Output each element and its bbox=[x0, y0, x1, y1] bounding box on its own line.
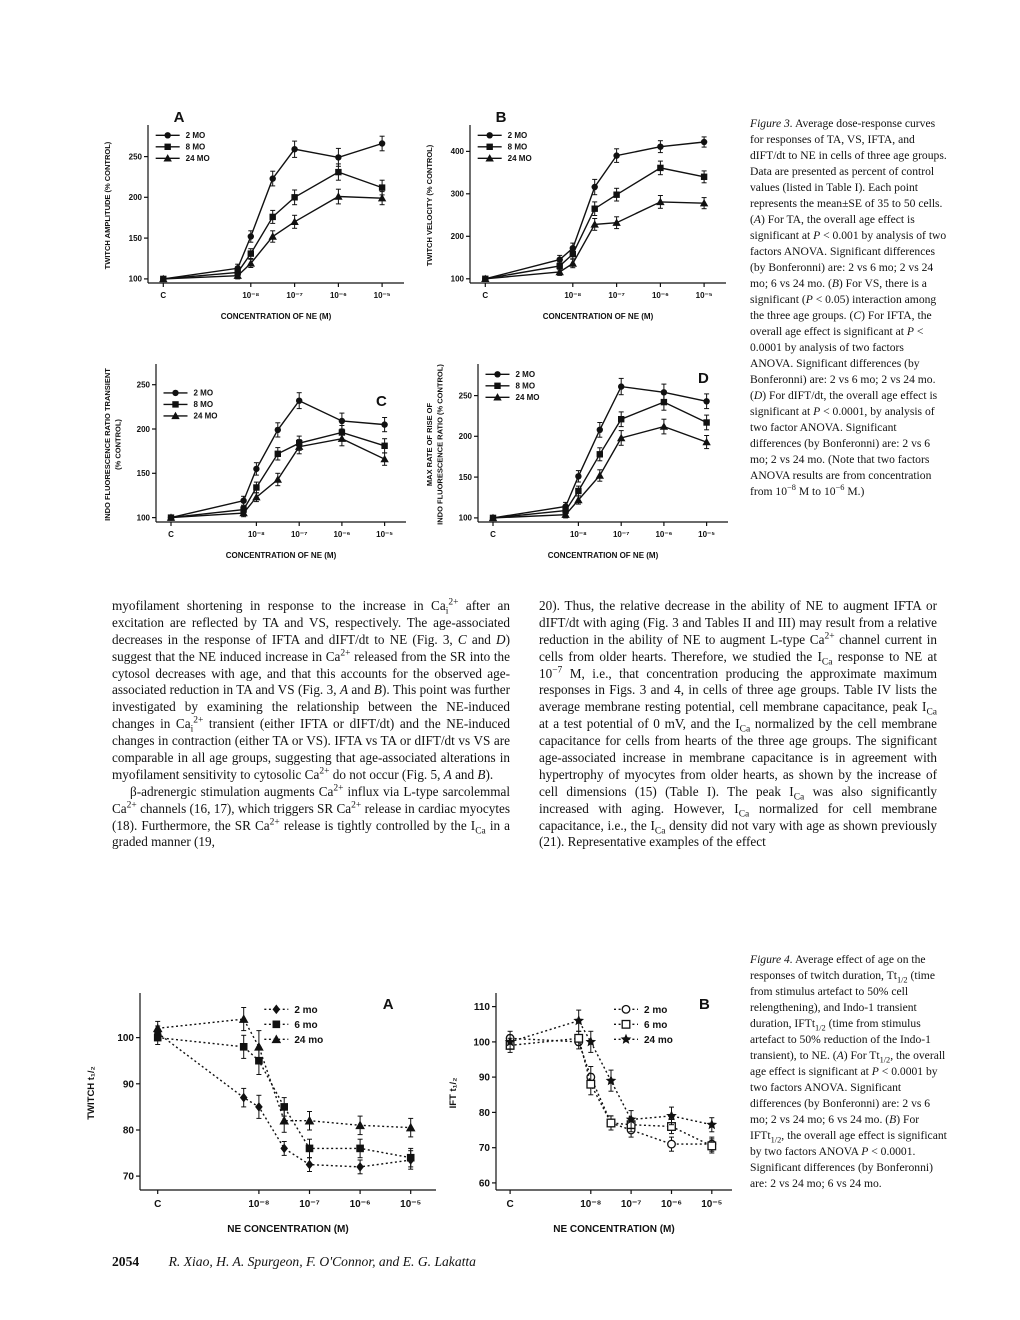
y-tick-label: 250 bbox=[128, 152, 142, 162]
x-tick-label: 10⁻⁶ bbox=[660, 1199, 683, 1210]
page-footer bbox=[112, 1254, 476, 1270]
y-tick-label: 200 bbox=[458, 432, 472, 442]
paragraph-left-2: β-adrenergic stimulation augments $Ca^{2+}$ influx via L-type sarcolemmal $Ca^{2+}$ channels (16, 17), which triggers SR $Ca^{2+}$ release in cardiac myocytes (18). Furthermore, the SR $Ca^{2+}$ release is tightly controlled by the $I_{Ca}$ in a graded manner (19, bbox=[112, 783, 510, 850]
x-axis-label: CONCENTRATION OF NE (M) bbox=[225, 551, 337, 560]
chart-svg bbox=[100, 341, 418, 566]
chart-svg bbox=[84, 974, 446, 1240]
panel-label: D bbox=[698, 369, 709, 387]
x-tick-label: 10⁻⁷ bbox=[286, 291, 303, 300]
page-number: 2054 bbox=[112, 1254, 140, 1269]
figure3-block bbox=[100, 102, 948, 566]
legend-label: 8 MO bbox=[507, 142, 528, 152]
y-axis-label: IFT t₁/₂ bbox=[448, 1077, 459, 1109]
legend-label: 8 MO bbox=[185, 142, 206, 152]
y-tick-label: 100 bbox=[117, 1033, 134, 1045]
y-tick-label: 70 bbox=[478, 1143, 490, 1155]
x-tick-label: C bbox=[482, 291, 489, 300]
y-tick-label: 250 bbox=[136, 380, 150, 390]
y-tick-label: 80 bbox=[478, 1107, 490, 1119]
y-tick-label: 60 bbox=[478, 1178, 490, 1190]
legend bbox=[164, 389, 218, 421]
x-tick-label: 10⁻⁷ bbox=[620, 1199, 642, 1210]
x-tick-label: 10⁻⁷ bbox=[608, 291, 625, 300]
x-tick-label: 10⁻⁶ bbox=[329, 291, 347, 300]
series-8-MO bbox=[490, 394, 710, 521]
x-tick-label: 10⁻⁷ bbox=[299, 1199, 320, 1210]
y-tick-label: 250 bbox=[458, 391, 472, 401]
y-tick-label: 70 bbox=[122, 1171, 134, 1183]
axes bbox=[152, 364, 406, 526]
y-axis-label: TWITCH AMPLITUDE (% CONTROL) bbox=[103, 141, 112, 270]
panel-label: A bbox=[173, 109, 185, 127]
y-tick-label: 150 bbox=[458, 472, 472, 482]
y-tick-label: 80 bbox=[122, 1125, 134, 1137]
x-tick-label: 10⁻⁵ bbox=[695, 291, 713, 300]
chart-svg bbox=[446, 974, 746, 1240]
series-24-mo bbox=[153, 1008, 416, 1137]
legend-label: 24 MO bbox=[185, 154, 210, 164]
panel-label: A bbox=[382, 995, 394, 1013]
body-column-left bbox=[112, 598, 510, 851]
x-tick-label: 10⁻⁵ bbox=[701, 1199, 723, 1210]
y-tick-label: 200 bbox=[128, 193, 142, 203]
footer-authors: R. Xiao, H. A. Spurgeon, F. O'Connor, and E. G. Lakatta bbox=[168, 1254, 476, 1269]
axes bbox=[474, 364, 728, 526]
fig3-chart-b-twitch-velocity bbox=[422, 102, 740, 327]
y-tick-label: 150 bbox=[128, 233, 142, 243]
y-tick-label: 100 bbox=[450, 274, 464, 284]
x-tick-label: 10⁻⁷ bbox=[612, 530, 630, 539]
axes bbox=[492, 993, 732, 1194]
legend-label: 2 MO bbox=[185, 131, 206, 141]
y-tick-label: 100 bbox=[136, 513, 150, 523]
series-24-mo bbox=[505, 1010, 717, 1132]
x-tick-label: 10⁻⁸ bbox=[242, 291, 260, 300]
x-tick-label: 10⁻⁵ bbox=[373, 291, 391, 300]
chart-svg bbox=[422, 102, 740, 327]
legend bbox=[264, 1005, 323, 1046]
x-tick-label: 10⁻⁵ bbox=[376, 530, 394, 539]
x-tick-label: C bbox=[168, 530, 174, 539]
y-axis-label: INDO FLUORESCENCE RATIO TRANSIENT bbox=[103, 368, 112, 521]
x-axis-label: CONCENTRATION OF NE (M) bbox=[220, 312, 332, 321]
figure4-caption: Figure 4. Average effect of age on the responses of twitch duration, $Tt_{1/2}$ (time from stimulus artefact to 50% cell relengthening), and Indo-1 transient duration, IFTt$_{1/2}$ (time from stimulus artefact to 50% reduction of the Indo-1 transient), to NE. (A) For $Tt_{1/2}$, the overall age effect is significant at P < 0.0001 by two factors ANOVA. Significant differences (by Bonferonni) are: 2 vs 6 mo; 2 vs 24 mo; 6 vs 24 mo. (B) For IFTt$_{1/2}$, the overall age effect is significant by two factors ANOVA P < 0.0001. Significant differences (by Bonferonni) are: 2 vs 24 mo; 6 vs 24 mo. bbox=[750, 953, 947, 1190]
body-text bbox=[112, 598, 937, 851]
legend-label: 24 MO bbox=[193, 411, 218, 421]
fig4-chart-a-twitch-t-half bbox=[84, 974, 446, 1240]
chart-svg bbox=[422, 341, 740, 566]
x-tick-label: 10⁻⁶ bbox=[349, 1199, 371, 1210]
legend bbox=[486, 370, 540, 402]
body-column-right bbox=[539, 598, 937, 851]
x-axis-label: CONCENTRATION OF NE (M) bbox=[547, 551, 659, 560]
x-tick-label: 10⁻⁷ bbox=[290, 530, 308, 539]
legend bbox=[478, 131, 532, 163]
legend-label: 2 MO bbox=[193, 388, 214, 398]
y-axis-label: (% CONTROL) bbox=[113, 419, 123, 470]
figure4-charts bbox=[84, 974, 746, 1240]
x-tick-label: 10⁻⁶ bbox=[655, 530, 673, 539]
x-tick-label: 10⁻⁶ bbox=[651, 291, 669, 300]
y-tick-label: 100 bbox=[458, 513, 472, 523]
fig4-chart-b-ift-t-half bbox=[446, 974, 746, 1240]
x-tick-label: C bbox=[154, 1199, 162, 1210]
x-tick-label: 10⁻⁸ bbox=[247, 530, 265, 539]
figure4-block bbox=[84, 952, 950, 1240]
paragraph-left-1: myofilament shortening in response to the increase in $Ca_i^{2+}$ after an excitation are reflected by TA and VS, respectively. The age-associated decreases in the response of IFTA and dIFT/dt to NE (Fig. 3, C and D) suggest that the NE induced increase in $Ca^{2+}$ released from the SR into the cytosol decreases with age, and that this accounts for the observed age-associated reduction in TA and VS (Fig. 3, A and B). This point was further investigated by examining the relationship between the NE-induced changes in $Ca_i^{2+}$ transient (either IFTA or dIFT/dt) and the NE-induced changes in contraction (either TA or VS). IFTA vs TA or dIFT/dt vs VS are comparable in all age groups, suggesting that age-associated alterations in myofilament sensitivity to cytosolic $Ca^{2+}$ do not occur (Fig. 5, A and B). bbox=[112, 597, 511, 782]
x-tick-label: 10⁻⁵ bbox=[698, 530, 716, 539]
x-tick-label: 10⁻⁸ bbox=[580, 1199, 602, 1210]
legend bbox=[156, 131, 210, 163]
x-tick-label: C bbox=[160, 291, 167, 300]
legend bbox=[614, 1005, 673, 1046]
series-line bbox=[163, 172, 382, 279]
figure3-charts bbox=[100, 102, 744, 566]
legend-label: 24 MO bbox=[507, 154, 532, 164]
x-tick-label: 10⁻⁸ bbox=[569, 530, 587, 539]
panel-label: C bbox=[376, 393, 387, 411]
x-tick-label: 10⁻⁸ bbox=[564, 291, 582, 300]
panel-label: B bbox=[699, 995, 710, 1013]
y-tick-label: 400 bbox=[450, 147, 464, 157]
legend-label: 6 mo bbox=[294, 1019, 318, 1031]
series-6-mo bbox=[506, 1031, 715, 1153]
y-axis-label: TWITCH t₁/₂ bbox=[86, 1066, 97, 1120]
legend-label: 6 mo bbox=[644, 1019, 668, 1031]
y-axis-label: TWITCH VELOCITY (% CONTROL) bbox=[425, 144, 434, 267]
y-axis-label: MAX RATE OF RISE OF bbox=[425, 402, 434, 487]
y-tick-label: 110 bbox=[473, 1002, 490, 1014]
x-tick-label: C bbox=[490, 530, 496, 539]
fig3-chart-d-max-rate-of-rise bbox=[422, 341, 740, 566]
figure3-caption: Figure 3. Average dose-response curves for responses of TA, VS, IFTA, and dIFT/dt to NE in cells of three age groups. Data are presented as percent of control values (listed in Table I). Each point represents the mean±SE of 35 to 50 cells. (A) For TA, the overall age effect is significant at P < 0.001 by analysis of two factors ANOVA. Significant differences (by Bonferonni) are: 2 vs 6 mo; 2 vs 24 mo; 6 vs 24 mo. (B) For VS, there is a significant (P < 0.05) interaction among the three age groups. (C) For IFTA, the overall age effect is significant at P < 0.0001 by analysis of two factors ANOVA. Significant differences (by Bonferonni) are: 2 vs 6 mo; 2 vs 24 mo. (D) For dIFT/dt, the overall age effect is significant at P < 0.0001, by analysis of two factor ANOVA. Significant differences (by Bonferonni) are: 2 vs 6 mo; 2 vs 24 mo. (Note that two factors ANOVA results are from concentration from $10^{-8}$ M to $10^{-6}$ M.) bbox=[750, 117, 947, 498]
x-tick-label: C bbox=[506, 1199, 514, 1210]
legend-label: 24 MO bbox=[515, 393, 540, 403]
panel-label: B bbox=[495, 109, 507, 127]
y-tick-label: 300 bbox=[450, 189, 464, 199]
fig3-chart-a-twitch-amplitude bbox=[100, 102, 418, 327]
chart-svg bbox=[100, 102, 418, 327]
legend-label: 2 mo bbox=[294, 1004, 318, 1016]
y-tick-label: 100 bbox=[128, 274, 142, 284]
legend-label: 8 MO bbox=[193, 400, 214, 410]
axes bbox=[136, 993, 436, 1194]
legend-label: 24 mo bbox=[644, 1034, 673, 1046]
legend-label: 2 mo bbox=[644, 1004, 668, 1016]
y-tick-label: 90 bbox=[122, 1079, 134, 1091]
y-tick-label: 200 bbox=[136, 424, 150, 434]
x-axis-label: NE CONCENTRATION (M) bbox=[227, 1224, 349, 1235]
legend-label: 2 MO bbox=[507, 131, 528, 141]
fig3-chart-c-indo-fluorescence-transient bbox=[100, 341, 418, 566]
y-tick-label: 200 bbox=[450, 232, 464, 242]
y-axis-label: INDO FLUORESCENCE RATIO (% CONTROL) bbox=[435, 364, 445, 525]
paragraph-right-1: 20). Thus, the relative decrease in the ability of NE to augment IFTA or dIFT/dt with aging (Fig. 3 and Tables II and III) may result from a relative reduction in the ability of NE to augment L-type $Ca^{2+}$ channel current in cells from older hearts. Therefore, we studied the $I_{Ca}$ response to NE at $10^{-7}$ M, i.e., that concentration producing the approximate maximum responses in Figs. 3 and 4, in cells of three age groups. Table IV lists the average membrane resting potential, cell membrane capacitance, peak $I_{Ca}$ at a test potential of 0 mV, and the $I_{Ca}$ normalized by the cell membrane capacitance for cells from hearts of the three age groups. The significant age-associated increase in membrane capacitance is in agreement with hypertrophy of myocytes from older hearts, as shown by the increase of cell dimensions (15) (Table I). The peak $I_{Ca}$ was also significantly increased with aging. However, $I_{Ca}$ normalized for cell membrane capacitance, i.e., the $I_{Ca}$ density did not vary with age as shown previously (21). Representative examples of the effect bbox=[539, 598, 937, 850]
y-tick-label: 100 bbox=[473, 1037, 490, 1049]
y-tick-label: 150 bbox=[136, 469, 150, 479]
series-24-MO bbox=[159, 189, 386, 282]
x-axis-label: NE CONCENTRATION (M) bbox=[553, 1224, 675, 1235]
x-tick-label: 10⁻⁶ bbox=[333, 530, 351, 539]
x-axis-label: CONCENTRATION OF NE (M) bbox=[542, 312, 654, 321]
y-tick-label: 90 bbox=[478, 1072, 490, 1084]
x-tick-label: 10⁻⁵ bbox=[400, 1199, 422, 1210]
legend-label: 2 MO bbox=[515, 370, 536, 380]
legend-label: 8 MO bbox=[515, 381, 536, 391]
series-24-MO bbox=[167, 432, 389, 521]
x-tick-label: 10⁻⁸ bbox=[248, 1199, 270, 1210]
legend-label: 24 mo bbox=[294, 1034, 324, 1046]
